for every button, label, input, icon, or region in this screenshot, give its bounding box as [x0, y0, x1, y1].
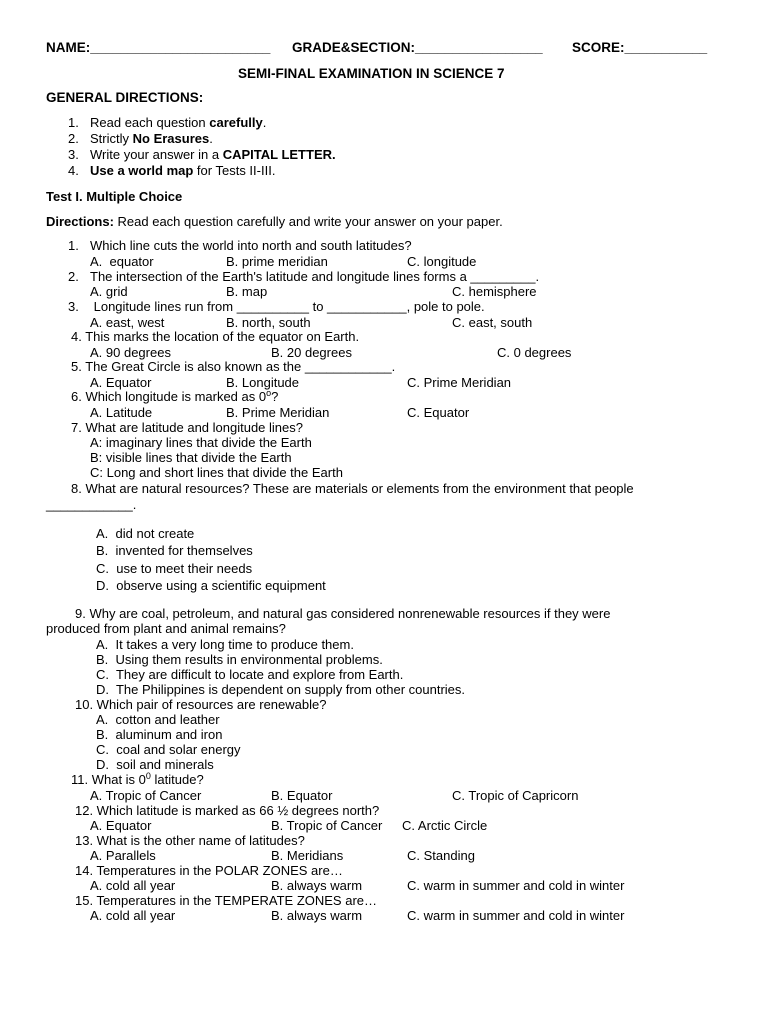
direction-text-part: Read each question	[90, 115, 210, 130]
choice-c: C. Tropic of Capricorn	[452, 788, 579, 803]
direction-text-part: Strictly	[90, 131, 133, 146]
test-one-directions	[46, 214, 503, 229]
choice-b: B. map	[226, 284, 268, 299]
choice-a: A. equator	[90, 254, 154, 269]
degree-superscript: 0	[145, 771, 151, 781]
direction-text-bold: No Erasures	[132, 131, 210, 146]
direction-text-part: for Tests II-III.	[193, 163, 276, 178]
choice-b: B. north, south	[226, 315, 311, 330]
question-text: 7. What are latitude and longitude lines?	[71, 420, 303, 435]
choice-c: C. coal and solar energy	[96, 742, 241, 757]
direction-number: 3.	[68, 147, 79, 162]
choice-a: A. Latitude	[90, 405, 153, 420]
choice-a: A. Tropic of Cancer	[90, 788, 202, 803]
direction-item	[68, 163, 79, 178]
question-text-part: 11. What is 0	[71, 772, 146, 787]
choice-c: C. hemisphere	[452, 284, 537, 299]
choice-a: A. Equator	[90, 375, 152, 390]
question-text: 12. Which latitude is marked as 66 ½ degrees north?	[75, 803, 380, 818]
directions-label: Directions:	[46, 214, 114, 229]
direction-text	[90, 147, 336, 162]
direction-text-bold: Use a world map	[90, 163, 194, 178]
question-text: 9. Why are coal, petroleum, and natural gas considered nonrenewable resources if they were	[75, 606, 611, 621]
choice-c: C. longitude	[407, 254, 477, 269]
choice-a: A. grid	[90, 284, 128, 299]
choice-a: A. Equator	[90, 818, 152, 833]
direction-number: 1.	[68, 115, 79, 130]
direction-text-part: .	[209, 131, 213, 146]
question-text-part: 6. Which longitude is marked as 0	[71, 389, 267, 404]
direction-item	[68, 131, 79, 146]
question-text: The intersection of the Earth's latitude and longitude lines forms a _________.	[90, 269, 540, 284]
direction-item	[68, 115, 79, 130]
question-text-continued: produced from plant and animal remains?	[46, 621, 286, 636]
choice-c: C. They are difficult to locate and explore from Earth.	[96, 667, 404, 682]
name-field-label: NAME:________________________	[46, 40, 271, 55]
choice-c: C. warm in summer and cold in winter	[407, 908, 625, 923]
direction-text-part: .	[262, 115, 267, 130]
exam-title: SEMI-FINAL EXAMINATION IN SCIENCE 7	[238, 66, 505, 81]
question-text	[71, 772, 204, 789]
direction-text-part: Write your answer in a	[90, 147, 223, 162]
question-text: 13. What is the other name of latitudes?	[75, 833, 305, 848]
question-text-continued: ____________.	[46, 497, 137, 512]
direction-text	[90, 163, 275, 178]
choice-b: B. Meridians	[271, 848, 344, 863]
question-text: 15. Temperatures in the TEMPERATE ZONES are…	[75, 893, 378, 908]
question-text: 14. Temperatures in the POLAR ZONES are…	[75, 863, 343, 878]
general-directions-heading: GENERAL DIRECTIONS:	[46, 90, 204, 105]
question-text-part: ?	[271, 389, 279, 404]
choice-b: B. Longitude	[226, 375, 300, 390]
choice-c: C. east, south	[452, 315, 533, 330]
question-text: Which line cuts the world into north and south latitudes?	[90, 238, 412, 253]
choice-b: B. Equator	[271, 788, 333, 803]
choice-b: B. always warm	[271, 908, 363, 923]
direction-text	[90, 131, 213, 146]
question-text-part: latitude?	[150, 772, 204, 787]
grade-section-field-label: GRADE&SECTION:_________________	[292, 40, 543, 55]
choice-b: B. invented for themselves	[96, 543, 253, 558]
directions-text: Read each question carefully and write your answer on your paper.	[113, 214, 503, 229]
choice-a: A. did not create	[96, 526, 195, 541]
direction-item	[68, 147, 79, 162]
choice-a: A. 90 degrees	[90, 345, 171, 360]
choice-a: A. cotton and leather	[96, 712, 220, 727]
choice-b: B. aluminum and iron	[96, 727, 223, 742]
choice-a: A. cold all year	[90, 908, 176, 923]
choice-c: C. Standing	[407, 848, 475, 863]
choice-c: C. 0 degrees	[497, 345, 572, 360]
choice-c: C. use to meet their needs	[96, 561, 253, 576]
choice-b: B: visible lines that divide the Earth	[90, 450, 292, 465]
choice-a: A. It takes a very long time to produce them.	[96, 637, 354, 652]
test-one-heading: Test I. Multiple Choice	[46, 189, 183, 204]
score-field-label: SCORE:___________	[572, 40, 708, 55]
question-text: 8. What are natural resources? These are materials or elements from the environment that people	[71, 481, 634, 496]
choice-b: B. Using them results in environmental problems.	[96, 652, 383, 667]
direction-number: 4.	[68, 163, 79, 178]
choice-b: B. always warm	[271, 878, 363, 893]
choice-b: B. Tropic of Cancer	[271, 818, 383, 833]
choice-b: B. prime meridian	[226, 254, 328, 269]
degree-superscript: o	[266, 388, 272, 398]
choice-c: C. Prime Meridian	[407, 375, 512, 390]
question-text: 10. Which pair of resources are renewable?	[75, 697, 327, 712]
choice-a: A. Parallels	[90, 848, 156, 863]
question-text	[71, 389, 278, 406]
choice-c: C. Arctic Circle	[402, 818, 488, 833]
choice-d: D. observe using a scientific equipment	[96, 578, 326, 593]
choice-b: B. Prime Meridian	[226, 405, 330, 420]
question-text: 5. The Great Circle is also known as the ____________.	[71, 359, 396, 374]
choice-c: C. warm in summer and cold in winter	[407, 878, 625, 893]
choice-a: A. cold all year	[90, 878, 176, 893]
choice-a: A: imaginary lines that divide the Earth	[90, 435, 312, 450]
choice-c: C: Long and short lines that divide the Earth	[90, 465, 343, 480]
question-number: 3.	[68, 299, 79, 314]
question-number: 1.	[68, 238, 79, 253]
direction-number: 2.	[68, 131, 79, 146]
choice-a: A. east, west	[90, 315, 165, 330]
direction-text-bold: CAPITAL LETTER.	[222, 147, 336, 162]
question-text: Longitude lines run from __________ to ___________, pole to pole.	[90, 299, 485, 314]
choice-b: B. 20 degrees	[271, 345, 352, 360]
choice-d: D. soil and minerals	[96, 757, 214, 772]
direction-text	[90, 115, 266, 130]
choice-c: C. Equator	[407, 405, 470, 420]
direction-text-bold: carefully	[209, 115, 263, 130]
choice-d: D. The Philippines is dependent on supply from other countries.	[96, 682, 466, 697]
question-text: 4. This marks the location of the equator on Earth.	[71, 329, 360, 344]
question-number: 2.	[68, 269, 79, 284]
